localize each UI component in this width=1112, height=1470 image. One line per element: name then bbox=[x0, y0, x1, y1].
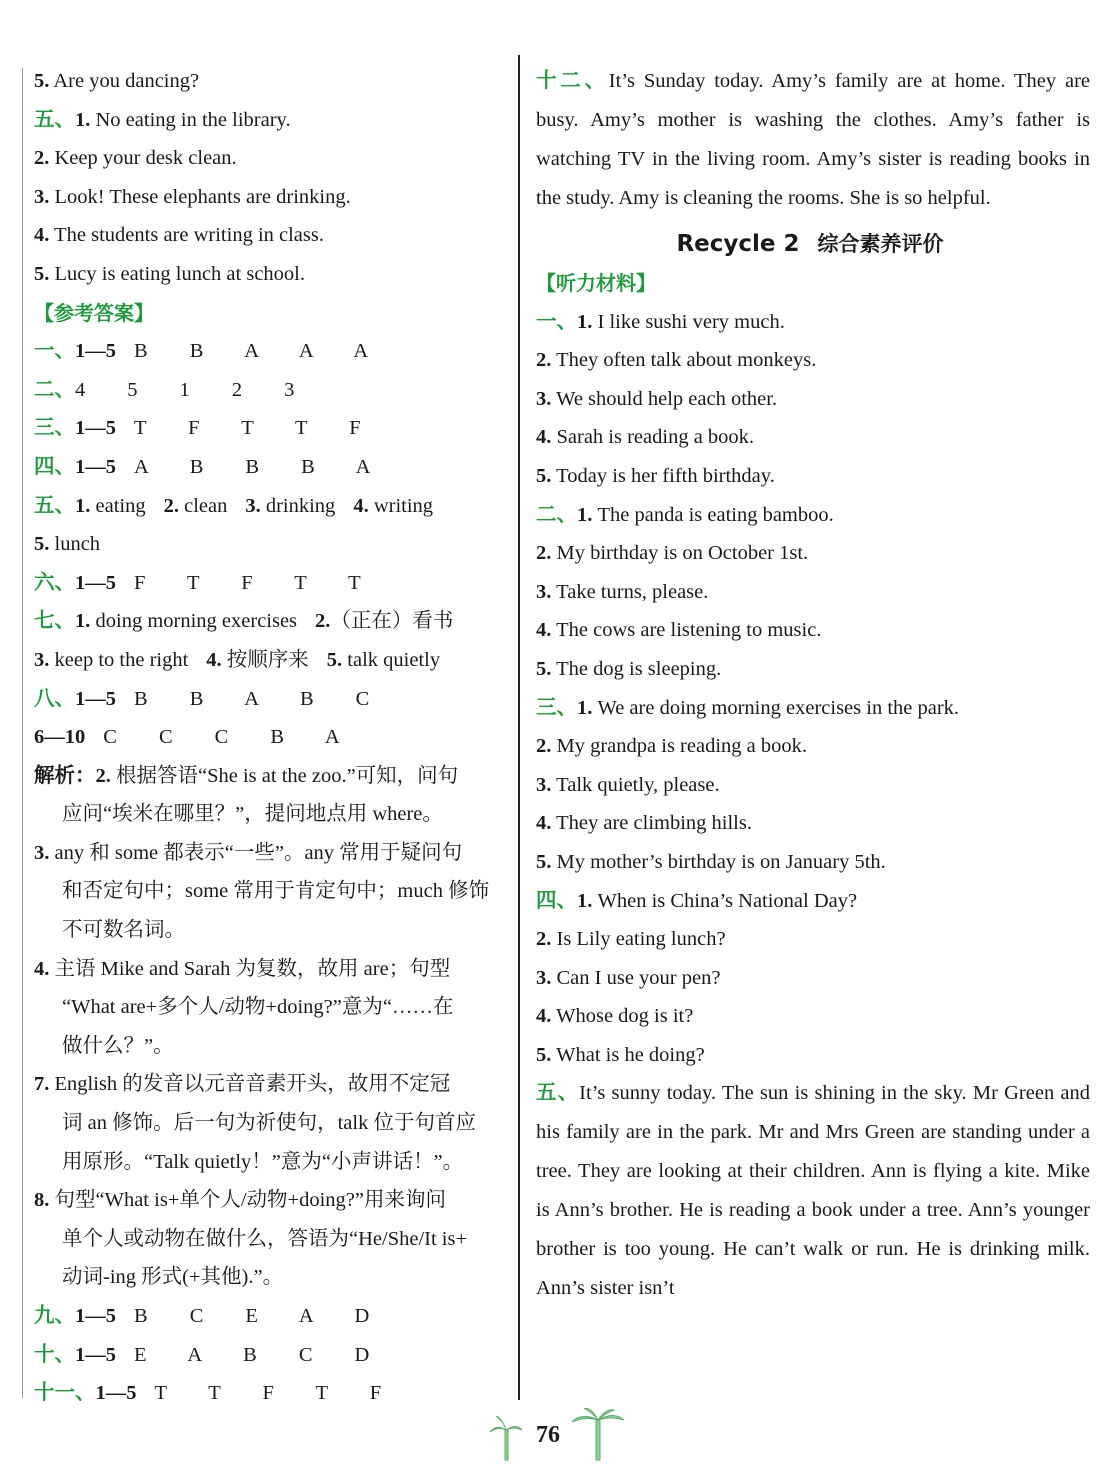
line: 四、1. When is China’s National Day? bbox=[536, 889, 858, 912]
answer-row: 三、1—5 T F T T F bbox=[34, 417, 380, 440]
line: 3. Look! These elephants are drinking. bbox=[34, 185, 351, 208]
answer-row: 5. lunch bbox=[34, 533, 101, 556]
answer-row: 五、1. eating 2. clean 3. drinking 4. writing bbox=[34, 494, 434, 517]
line: 3. Take turns, please. bbox=[536, 580, 709, 603]
column-divider bbox=[518, 55, 520, 1400]
answer-row: 十、1—5 E A B C D bbox=[34, 1343, 388, 1366]
line: 一、1. I like sushi very much. bbox=[536, 310, 785, 333]
left-margin-rule bbox=[22, 68, 23, 1398]
explanation-line: 单个人或动物在做什么，答语为“He/She/It is+ bbox=[62, 1227, 468, 1250]
answer-row: 6—10 C C C B A bbox=[34, 726, 359, 749]
explanation-line: 7. English 的发音以元音音素开头，故用不定冠 bbox=[34, 1073, 451, 1096]
answer-row: 一、1—5 B B A A A bbox=[34, 340, 387, 363]
answer-row: 十一、1—5 T T F T F bbox=[34, 1382, 400, 1405]
line: 5. Are you dancing? bbox=[34, 70, 200, 92]
explanation-line: 词 an 修饰。后一句为祈使句，talk 位于句首应 bbox=[62, 1112, 476, 1135]
line: 二、1. The panda is eating bamboo. bbox=[536, 503, 834, 526]
line: 3. Talk quietly, please. bbox=[536, 773, 720, 796]
line: 5. Lucy is eating lunch at school. bbox=[34, 262, 305, 285]
line: 3. We should help each other. bbox=[536, 387, 778, 410]
explanation-line: 用原形。“Talk quietly！”意为“小声讲话！”。 bbox=[62, 1150, 464, 1173]
answer-row: 四、1—5 A B B B A bbox=[34, 455, 389, 478]
page-number: 76 bbox=[536, 1422, 560, 1448]
explanation-line: 应问“埃米在哪里？”，提问地点用 where。 bbox=[62, 803, 443, 826]
answer-row: 六、1—5 F T F T T bbox=[34, 571, 380, 594]
listening-material-heading: 【听力材料】 bbox=[536, 271, 656, 295]
explanation-line: “What are+多个人/动物+doing?”意为“……在 bbox=[62, 996, 454, 1019]
explanation-line: 3. any 和 some 都表示“一些”。any 常用于疑问句 bbox=[34, 841, 463, 864]
line: 五、1. No eating in the library. bbox=[34, 108, 291, 131]
explanation-line: 不可数名词。 bbox=[62, 919, 185, 942]
answer-key-heading: 【参考答案】 bbox=[34, 300, 154, 325]
line: 5. The dog is sleeping. bbox=[536, 657, 722, 680]
line: 5. What is he doing? bbox=[536, 1043, 705, 1066]
answer-row: 3. keep to the right 4. 按顺序来 5. talk quietly bbox=[34, 648, 441, 671]
line: 5. Today is her fifth birthday. bbox=[536, 464, 775, 487]
line: 4. Whose dog is it? bbox=[536, 1005, 694, 1028]
answer-row: 二、4 5 1 2 3 bbox=[34, 378, 313, 401]
line: 三、1. We are doing morning exercises in the park. bbox=[536, 696, 960, 719]
page-footer bbox=[488, 1408, 628, 1464]
answer-row: 九、1—5 B C E A D bbox=[34, 1305, 388, 1327]
answer-row: 八、1—5 B B A B C bbox=[34, 687, 388, 710]
line: 4. The students are writing in class. bbox=[34, 224, 324, 247]
line: 4. Sarah is reading a book. bbox=[536, 426, 755, 449]
line: 4. The cows are listening to music. bbox=[536, 619, 822, 642]
answer-row: 七、1. doing morning exercises 2.（正在）看书 bbox=[34, 610, 454, 633]
line: 2. Is Lily eating lunch? bbox=[536, 928, 726, 951]
section-heading: Recycle 2 综合素养评价 bbox=[676, 231, 944, 257]
left-column bbox=[28, 62, 510, 1413]
explanation-line: 4. 主语 Mike and Sarah 为复数，故用 are；句型 bbox=[34, 957, 451, 980]
explanation-line: 和否定句中；some 常用于肯定句中；much 修饰 bbox=[62, 880, 490, 903]
explanation-line: 动词-ing 形式(+其他).”。 bbox=[62, 1266, 284, 1289]
line: 4. They are climbing hills. bbox=[536, 812, 752, 835]
line: 2. My birthday is on October 1st. bbox=[536, 542, 809, 565]
line: 5. My mother’s birthday is on January 5th. bbox=[536, 850, 886, 873]
explanation-line: 做什么？”。 bbox=[62, 1034, 174, 1057]
line: 3. Can I use your pen? bbox=[536, 966, 721, 989]
line: 2. They often talk about monkeys. bbox=[536, 349, 817, 372]
passage-12: 十二、It’s Sunday today. Amy’s family are at home. They are busy. Amy’s mother is washing the clothes. Amy’s father is watching TV in the living room. Amy’s sister is reading books in the study. Amy is cleaning the rooms. She is so helpful. bbox=[536, 70, 1091, 209]
line: 2. My grandpa is reading a book. bbox=[536, 735, 807, 758]
explanation-line: 8. 句型“What is+单个人/动物+doing?”用来询问 bbox=[34, 1189, 447, 1212]
line: 2. Keep your desk clean. bbox=[34, 147, 237, 170]
passage-5: 五、It’s sunny today. The sun is shining in the sky. Mr Green and his family are in the park. Mr and Mrs Green are standing under a tree. They are looking at their children. Ann is flying a kite. Mike is Ann’s brother. He is reading a book under a tree. Ann’s younger brother is too young. He can’t walk or run. He is drinking milk. Ann’s sister isn’t bbox=[536, 1082, 1090, 1300]
explanation-line: 解析：2. 根据答语“She is at the zoo.”可知，问句 bbox=[34, 764, 459, 787]
right-column bbox=[530, 62, 1090, 1308]
